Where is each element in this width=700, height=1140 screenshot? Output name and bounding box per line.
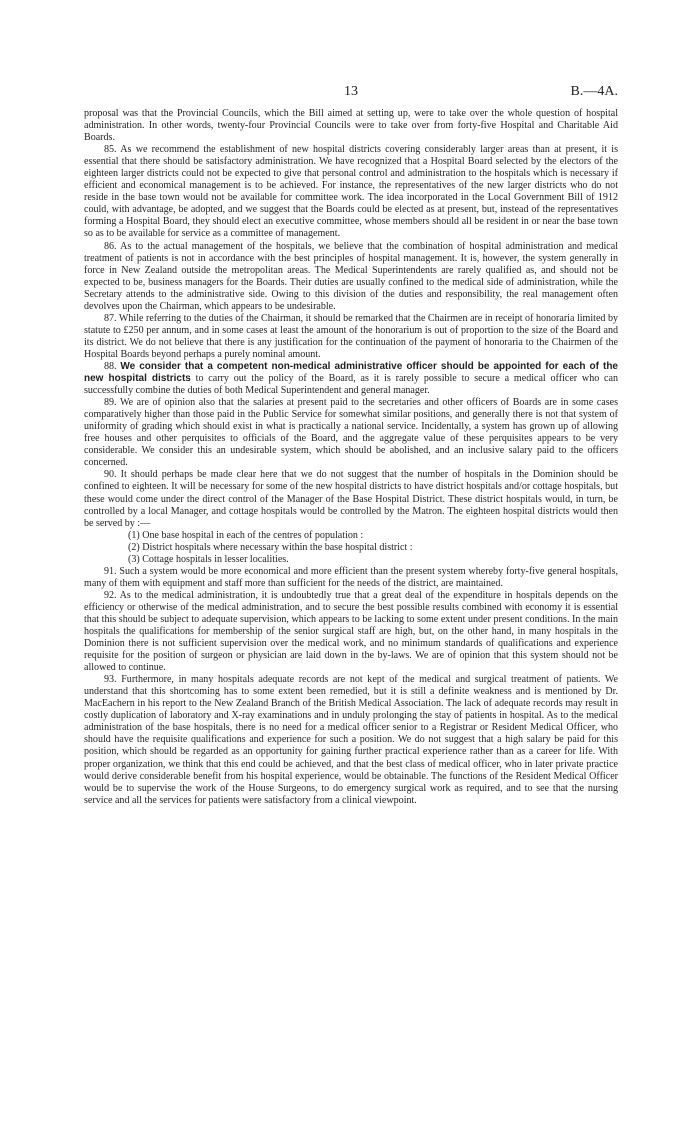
paragraph-88-rest: to carry out the policy of the Board, as it is rarely possible to secure a medical officer who can successfully combine the duties of both Medical Superintendent and general manager.: [84, 373, 618, 397]
paragraph-87: 87. While referring to the duties of the Chairman, it should be remarked that the Chairmen are in receipt of honoraria limited by statute to £250 per annum, and in some cases at least the amount of the honorarium is out of proportion to the size of the Board and its district. We do not believe that there is any justification for the continuation of the payment of honoraria to the Chairmen of the Hospital Boards beyond perhaps a purely nominal amount.: [84, 312, 618, 360]
page-number: 13: [344, 84, 358, 99]
paragraph-92: 92. As to the medical administration, it is undoubtedly true that a great deal of the expenditure in hospitals depends on the efficiency or otherwise of the medical administration, and to secure the best possible results combined with economy it is essential that this should be subject to adequate supervision, which appears to be lacking to some extent under present conditions. In the main hospitals the qualifications for membership of the senior surgical staff are high, but, on the other hand, in many hospitals in the Dominion there is not sufficient supervision over the medical work, and no minimum standards of qualifications and experience requisite for the position of surgeon or physician are laid down in the by-laws. We are of opinion that this system should not be allowed to continue.: [84, 589, 618, 674]
paragraph-86: 86. As to the actual management of the hospitals, we believe that the combination of hospital administration and medical treatment of patients is not in accordance with the best principles of hospital management. It is, however, the system generally in force in New Zealand outside the metropolitan areas. The Medical Superintendents are rarely qualified as, and should not be expected to be, business managers for the Boards. Their duties are usually confined to the medical side of administration, while the Secretary attends to the administrative side. Owing to this division of the duties and responsibility, the real management often devolves upon the Chairman, which appears to be undesirable.: [84, 240, 618, 312]
paragraph-91: 91. Such a system would be more economical and more efficient than the present system whereby forty-five general hospitals, many of them with equipment and staff more than sufficient for the needs of the district, are maintained.: [84, 565, 618, 589]
paragraph-88-recommendation: We consider that a competent non-medical administrative officer should be appointed for each of the new hospital districts: [84, 360, 618, 385]
paragraph-continuation: proposal was that the Provincial Councils, which the Bill aimed at setting up, were to take over the whole question of hospital administration. In other words, twenty-four Provincial Councils were to take over from forty-five Hospital and Charitable Aid Boards.: [84, 108, 618, 144]
paragraph-88: [84, 361, 618, 397]
list-item-2: (2) District hospitals where necessary within the base hospital district :: [128, 541, 413, 553]
paragraph-93: 93. Furthermore, in many hospitals adequate records are not kept of the medical and surgical treatment of patients. We understand that this shortcoming has to some extent been remedied, but it is still a definite weakness and is mentioned by Dr. MacEachern in his report to the New Zealand Branch of the British Medical Association. The lack of adequate records may result in costly duplication of laboratory and X-ray examinations and in unduly prolonging the stay of patients in hospital. As to the medical administration of the base hospitals, there is no need for a medical officer senior to a Registrar or Resident Medical Officer, who should have the requisite qualifications and experience for such a position. We do not suggest that a high salary be paid for this position, which should be regarded as an opportunity for gaining further practical experience rather than as a career for life. With proper organization, we think that this end could be achieved, and that the best class of medical officer, who in later private practice would derive considerable benefit from his hospital experience, would be obtainable. The functions of the Resident Medical Officer would be to supervise the work of the House Surgeons, to do emergency surgical work as required, and to see that the nursing service and all the services for patients were satisfactory from a clinical viewpoint.: [84, 674, 618, 806]
list-item-3: (3) Cottage hospitals in lesser localities.: [128, 553, 289, 565]
paragraph-88-number: 88.: [104, 360, 117, 372]
list-item-1: (1) One base hospital in each of the centres of population :: [128, 529, 364, 541]
page-header: [84, 84, 618, 100]
paragraph-90: 90. It should perhaps be made clear here that we do not suggest that the number of hospitals in the Dominion should be confined to eighteen. It will be necessary for some of the new hospital districts to have district hospitals and/or cottage hospitals, but these would come under the direct control of the Manager of the Base Hospital District. These district hospitals would, in turn, be controlled by a local Manager, and cottage hospitals would be controlled by the Matron. The eighteen hospital districts would then be served by :—: [84, 469, 618, 529]
document-reference: B.—4A.: [570, 84, 618, 99]
paragraph-89: 89. We are of opinion also that the salaries at present paid to the secretaries and other officers of Boards are in some cases comparatively higher than those paid in the Public Service for somewhat similar positions, and generally there is not that system of uniformity of grading which should exist in what is practically a national service. Incidentally, a system has grown up of allowing free houses and other perquisites to officials of the Board, and the aggregate value of these perquisites appears to be very considerable. We consider this an undesirable system, which should be abolished, and an inclusive salary paid to the officers concerned.: [84, 397, 618, 469]
paragraph-85: 85. As we recommend the establishment of new hospital districts covering considerably larger areas than at present, it is essential that there should be satisfactory administration. We have recognized that a Hospital Board selected by the electors of the eighteen larger districts could not be expected to give that personal control and administration to the hospitals which is necessary if efficient and economical management is to be achieved. For instance, the representatives of the new larger districts who do not reside in the base town would not be available for committee work. The idea incorporated in the Local Government Bill of 1912 could, with advantage, be adopted, and we suggest that the Boards could be elected as at present, but, instead of the representatives forming a Hospital Board, they should elect an executive committee, whose members should all be resident in or near the base town so as to be available for service as a committee of management.: [84, 144, 618, 240]
body-text: [84, 108, 618, 807]
